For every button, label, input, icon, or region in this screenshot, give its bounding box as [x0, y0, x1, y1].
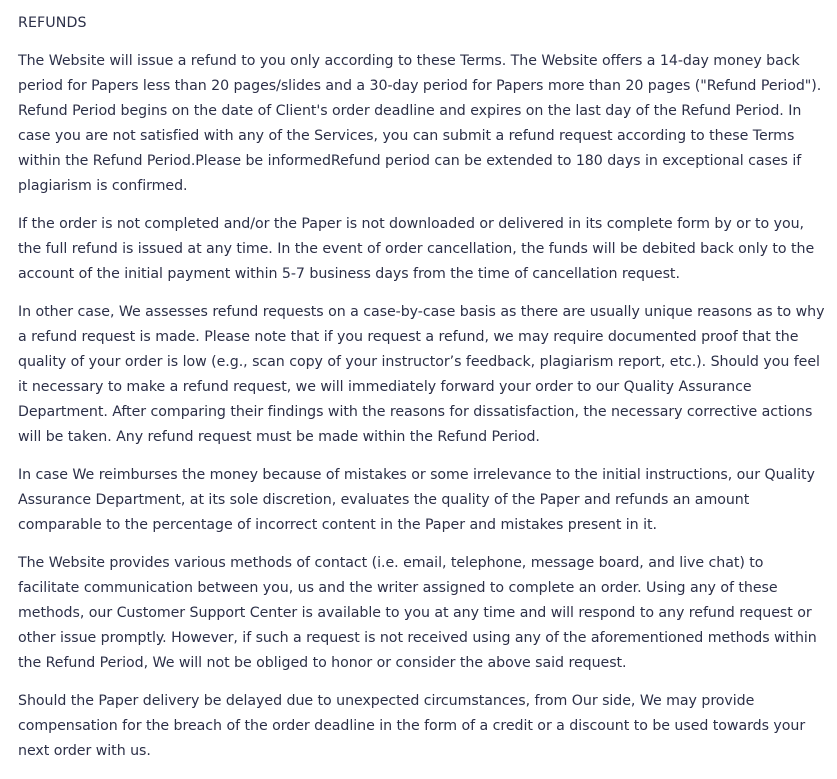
paragraph-delivery-delay: Should the Paper delivery be delayed due to unexpected circumstances, from Our side, We may provide compensation for the breach of the order deadline in the form of a credit or a discount to be used towards your next order with us. [18, 693, 806, 759]
paragraph-refund-period: The Website will issue a refund to you only according to these Terms. The Website offers a 14-day money back period for Papers less than 20 pages/slides and a 30-day period for Papers more than 20 pages ("Refund Period"). Refund Period begins on the date of Client's order deadline and expires on the last day of the Refund Period. In case you are not satisfied with any of the Services, you can submit a refund request according to these Terms within the Refund Period.Please be informedRefund period can be extended to 180 days in exceptional cases if plagiarism is confirmed. [18, 53, 822, 194]
paragraph-partial-refund: In case We reimburses the money because of mistakes or some irrelevance to the initial instructions, our Quality Assurance Department, at its sole discretion, evaluates the quality of the Paper and refunds an amount comparable to the percentage of incorrect content in the Paper and mistakes present in it. [18, 467, 815, 533]
paragraph-case-by-case: In other case, We assesses refund requests on a case-by-case basis as there are usually unique reasons as to why a refund request is made. Please note that if you request a refund, we may require documented proof that the quality of your order is low (e.g., scan copy of your instructor’s feedback, plagiarism report, etc.). Should you feel it necessary to make a refund request, we will immediately forward your order to our Quality Assurance Department. After comparing their findings with the reasons for dissatisfaction, the necessary corrective actions will be taken. Any refund request must be made within the Refund Period. [18, 304, 825, 445]
paragraph-contact-methods: The Website provides various methods of contact (i.e. email, telephone, message board, and live chat) to facilitate communication between you, us and the writer assigned to complete an order. Using any of these methods, our Customer Support Center is available to you at any time and will respond to any refund request or other issue promptly. However, if such a request is not received using any of the aforementioned methods within the Refund Period, We will not be obliged to honor or consider the above said request. [18, 555, 817, 671]
paragraph-full-refund: If the order is not completed and/or the Paper is not downloaded or delivered in its complete form by or to you, the full refund is issued at any time. In the event of order cancellation, the funds will be debited back only to the account of the initial payment within 5-7 business days from the time of cancellation request. [18, 216, 815, 282]
section-heading: REFUNDS [18, 15, 87, 31]
